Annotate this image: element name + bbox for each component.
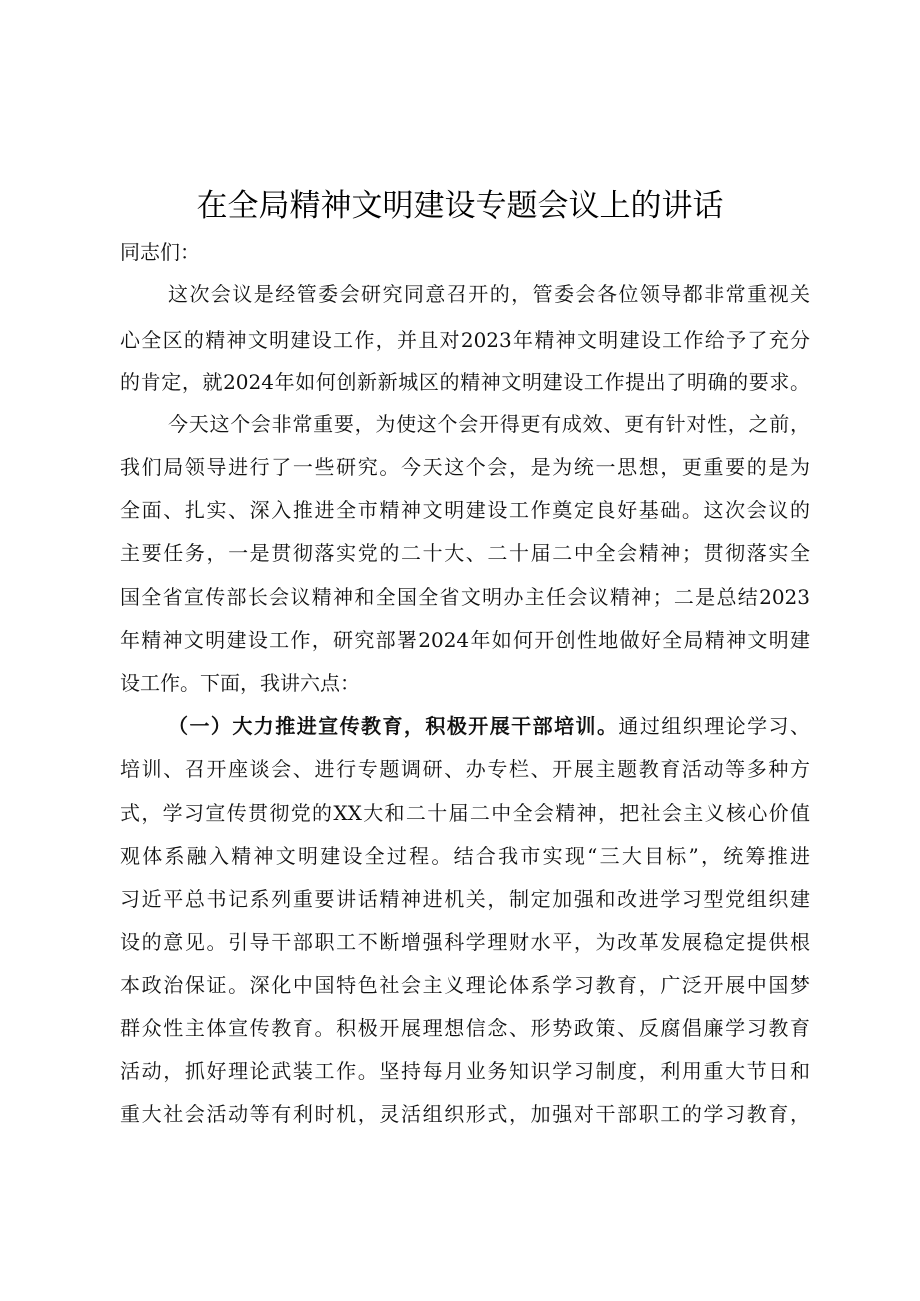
paragraph-1-line-1: 这次会议是经管委会研究同意召开的，管委会各位领导都非常重视关 <box>168 282 810 306</box>
salutation: 同志们： <box>120 240 200 264</box>
paragraph-2-line-3: 全面、扎实、深入推进全市精神文明建设工作奠定良好基础。这次会议的 <box>120 498 810 522</box>
section-heading: （一）大力推进宣传教育，积极开展干部培训。 <box>168 714 619 738</box>
paragraph-3-line-3: 式，学习宣传贯彻党的XX大和二十届二中全会精神，把社会主义核心价值 <box>120 801 810 825</box>
paragraph-3-line-2: 培训、召开座谈会、进行专题调研、办专栏、开展主题教育活动等多种方 <box>120 757 810 781</box>
page-title: 在全局精神文明建设专题会议上的讲话 <box>196 188 724 224</box>
paragraph-2-line-1: 今天这个会非常重要，为使这个会开得更有成效、更有针对性，之前， <box>168 412 810 436</box>
paragraph-3-line-8: 群众性主体宣传教育。积极开展理想信念、形势政策、反腐倡廉学习教育 <box>120 1016 810 1040</box>
paragraph-2-line-2: 我们局领导进行了一些研究。今天这个会，是为统一思想，更重要的是为 <box>120 455 810 479</box>
section-heading-rest: 通过组织理论学习、 <box>618 714 811 738</box>
paragraph-2-line-5: 国全省宣传部长会议精神和全国全省文明办主任会议精神；二是总结2023 <box>120 585 810 609</box>
paragraph-3-line-7: 本政治保证。深化中国特色社会主义理论体系学习教育，广泛开展中国梦 <box>120 973 810 997</box>
paragraph-1-line-3: 的肯定，就2024年如何创新新城区的精神文明建设工作提出了明确的要求。 <box>120 370 810 394</box>
paragraph-3-line-4: 观体系融入精神文明建设全过程。结合我市实现“三大目标”，统筹推进 <box>120 844 810 868</box>
paragraph-3-line-1 <box>168 716 810 736</box>
paragraph-3-line-10: 重大社会活动等有利时机，灵活组织形式，加强对干部职工的学习教育， <box>120 1102 810 1126</box>
paragraph-3-line-9: 活动，抓好理论武装工作。坚持每月业务知识学习制度，利用重大节日和 <box>120 1059 810 1083</box>
paragraph-3-line-5: 习近平总书记系列重要讲话精神进机关，制定加强和改进学习型党组织建 <box>120 887 810 911</box>
paragraph-2-line-6: 年精神文明建设工作，研究部署2024年如何开创性地做好全局精神文明建 <box>120 628 810 652</box>
paragraph-2-line-7: 设工作。下面，我讲六点： <box>120 671 360 695</box>
paragraph-1-line-2: 心全区的精神文明建设工作，并且对2023年精神文明建设工作给予了充分 <box>120 328 810 352</box>
paragraph-2-line-4: 主要任务，一是贯彻落实党的二十大、二十届二中全会精神；贯彻落实全 <box>120 541 810 565</box>
paragraph-3-line-6: 设的意见。引导干部职工不断增强科学理财水平，为改革发展稳定提供根 <box>120 930 810 954</box>
